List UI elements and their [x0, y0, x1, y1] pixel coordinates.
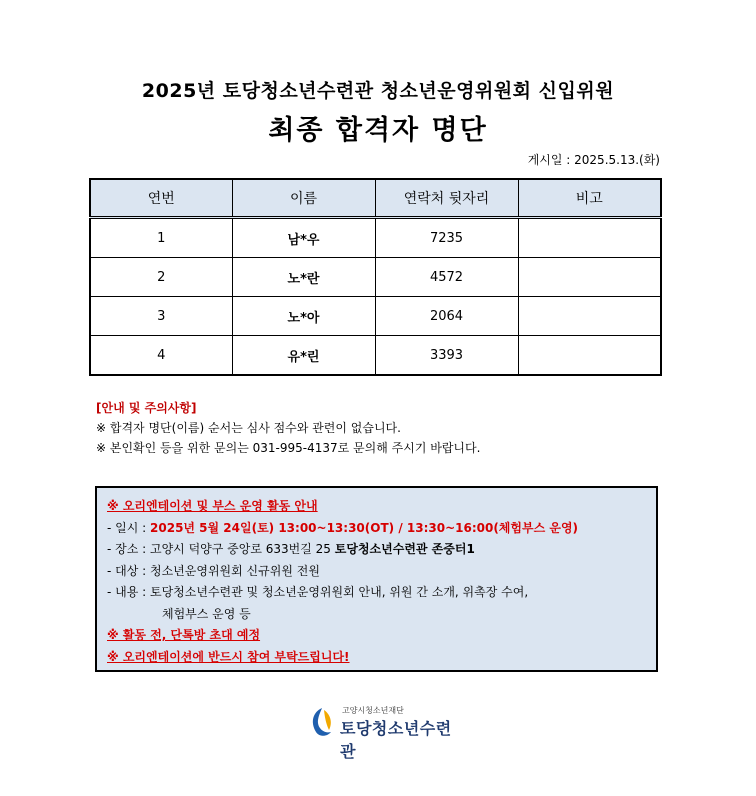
place-name: 토당청소년수련관 존중터1 [334, 542, 475, 556]
orientation-content-line-cont: 체험부스 운영 등 [162, 606, 251, 621]
orientation-note-groupchat: ※ 활동 전, 단톡방 초대 예정 [107, 628, 261, 642]
date-value: 2025년 5월 24일(토) 13:00~13:30(OT) / 13:30~16:00(체험부스 운영) [150, 520, 579, 535]
notice-line-order: ※ 합격자 명단(이름) 순서는 심사 점수와 관련이 없습니다. [96, 421, 401, 435]
cell-no: 2 [90, 258, 232, 297]
column-header-note: 비고 [518, 179, 661, 218]
cell-name: 노*란 [232, 258, 375, 297]
column-header-name: 이름 [232, 179, 375, 218]
notice-line-contact: ※ 본인확인 등을 위한 문의는 031-995-4137로 문의해 주시기 바랍니다. [96, 441, 481, 455]
cell-note [518, 258, 661, 297]
place-label: - 장소 : 고양시 덕양구 중앙로 633번길 25 [107, 542, 335, 556]
notice-section [96, 398, 480, 458]
cell-note [518, 218, 661, 258]
table-row [90, 258, 661, 297]
cell-note [518, 297, 661, 336]
column-header-phone: 연락처 뒷자리 [375, 179, 518, 218]
cell-name: 남*우 [232, 218, 375, 258]
orientation-place-line [107, 539, 656, 561]
table-row [90, 297, 661, 336]
cell-phone: 2064 [375, 297, 518, 336]
organization-logo [308, 702, 458, 761]
cell-name: 유*린 [232, 336, 375, 376]
posted-date: 게시일 : 2025.5.13.(화) [527, 153, 660, 167]
cell-phone: 3393 [375, 336, 518, 376]
cell-note [518, 336, 661, 376]
date-label: - 일시 : [107, 520, 151, 535]
orientation-content-line: - 내용 : 토당청소년수련관 및 청소년운영위원회 안내, 위원 간 소개, 위촉장 수여, [107, 585, 529, 599]
notice-heading: [안내 및 주의사항] [96, 401, 197, 415]
logo-foundation-name: 고양시청소년재단 [342, 706, 404, 715]
table-row [90, 336, 661, 376]
table-row [90, 218, 661, 258]
cell-no: 3 [90, 297, 232, 336]
page-title-line1: 2025년 토당청소년수련관 청소년운영위원회 신입위원 [141, 80, 615, 102]
orientation-target-line: - 대상 : 청소년운영위원회 신규위원 전원 [107, 563, 320, 578]
cell-phone: 4572 [375, 258, 518, 297]
orientation-heading: ※ 오리엔테이션 및 부스 운영 활동 안내 [107, 499, 318, 513]
logo-mark-icon [308, 704, 336, 738]
page-title-line2: 최종 합격자 명단 [268, 115, 488, 146]
logo-center-name: 토당청소년수련관 [340, 719, 452, 761]
column-header-no: 연번 [90, 179, 232, 218]
results-table [89, 178, 662, 376]
cell-name: 노*아 [232, 297, 375, 336]
orientation-note-attendance: ※ 오리엔테이션에 반드시 참여 부탁드립니다! [107, 649, 350, 664]
orientation-info-box [95, 486, 658, 672]
cell-no: 1 [90, 218, 232, 258]
cell-no: 4 [90, 336, 232, 376]
orientation-date-line [107, 518, 656, 540]
table-header-row [90, 179, 661, 218]
cell-phone: 7235 [375, 218, 518, 258]
